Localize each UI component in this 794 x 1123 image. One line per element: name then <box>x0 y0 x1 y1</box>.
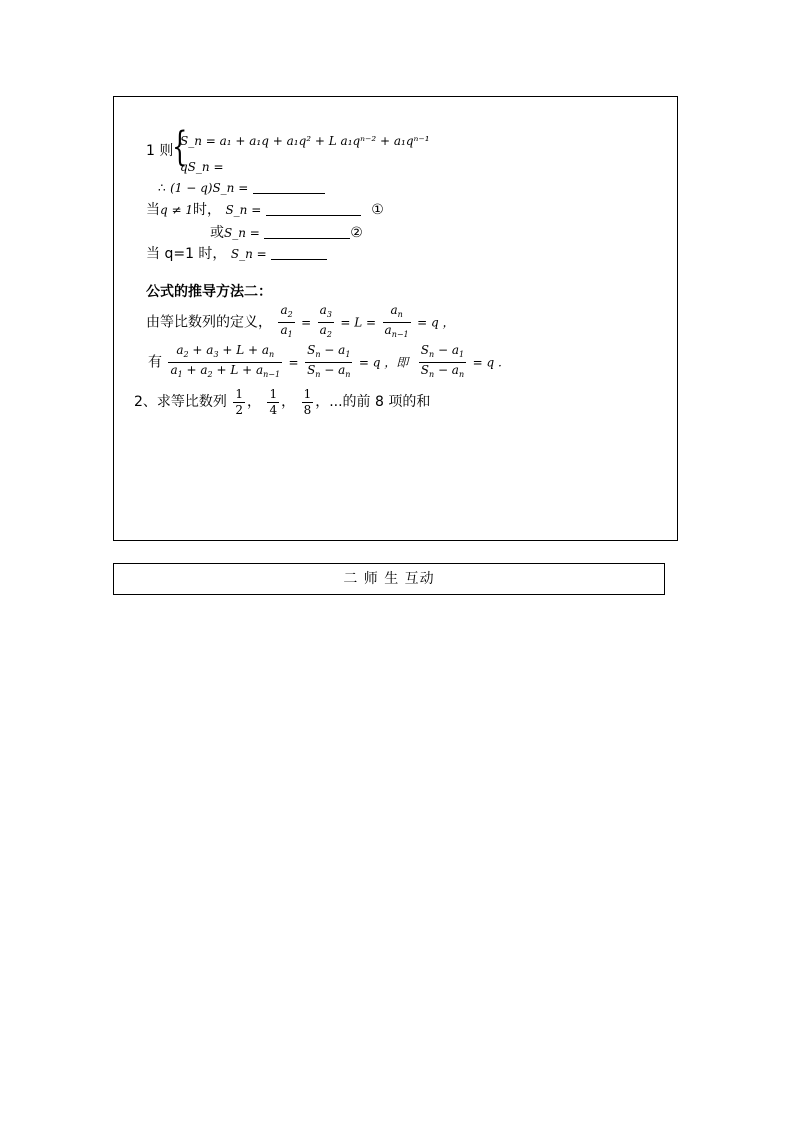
answer-blank-2[interactable] <box>266 203 361 216</box>
answer-blank-1[interactable] <box>253 181 325 194</box>
sn-expansion: S_n = a₁ + a₁q + a₁q² + L a₁qⁿ⁻² + a₁qⁿ⁻¹ <box>180 134 430 148</box>
left-brace: { <box>172 124 188 170</box>
method2-title: 公式的推导方法二： <box>146 284 272 300</box>
teacher-student-interaction-box <box>113 563 665 595</box>
frac-a2-a1: $\frac{a_2}{a_1}$ <box>280 303 293 339</box>
item2-line: 2、求等比数列 $\frac{1}{2}$ ， $\frac{1}{4}$ ， $\frac{1}{8}$ ，...的前 8 项的和 <box>134 386 431 417</box>
frac-sn-ratio-2: $\frac{S_n - a_1}{S_n - a_n}$ <box>420 343 465 379</box>
section2-heading: 二 师 生 互动 <box>343 571 435 587</box>
therefore-line: ∴ (1 − q)S_n = <box>158 179 325 197</box>
sum-ratio-line: 有 $\frac{a_2 + a_3 + L + a_n}{a_1 + a_2 + L + a_{n-1}}$ = $\frac{S_n - a_1}{S_n - a_n}$ = q ，即 $\frac{S_n - a_1}{S_n - a_n}$ = q . <box>148 343 502 382</box>
item1-label: 1 则 <box>146 143 174 159</box>
answer-blank-4[interactable] <box>271 247 327 260</box>
answer-blank-3[interactable] <box>264 226 350 239</box>
or-line: 或S_n = ② <box>210 225 363 241</box>
frac-sn-ratio: $\frac{S_n - a_1}{S_n - a_n}$ <box>307 343 351 379</box>
frac-1-8: $\frac{1}{8}$ <box>303 386 312 417</box>
frac-1-4: $\frac{1}{4}$ <box>269 386 278 417</box>
qsn-line: qS_n = <box>180 160 224 174</box>
definition-line: 由等比数列的定义， $\frac{a_2}{a_1}$ = $\frac{a_3}{a_2}$ = L = $\frac{a_n}{a_{n-1}}$ = q ， <box>146 303 454 342</box>
frac-sum-ratio: $\frac{a_2 + a_3 + L + a_n}{a_1 + a_2 + L + a_{n-1}}$ <box>170 343 281 379</box>
frac-1-2: $\frac{1}{2}$ <box>235 386 244 417</box>
q-equals-one-line: 当 q=1 时， S_n = <box>146 245 327 263</box>
derivation-box <box>113 96 678 541</box>
frac-an-an-1: $\frac{a_n}{a_{n-1}}$ <box>384 303 409 339</box>
frac-a3-a2: $\frac{a_3}{a_2}$ <box>319 303 332 339</box>
q-not-one-line: 当q ≠ 1时， S_n = ① <box>146 202 384 218</box>
